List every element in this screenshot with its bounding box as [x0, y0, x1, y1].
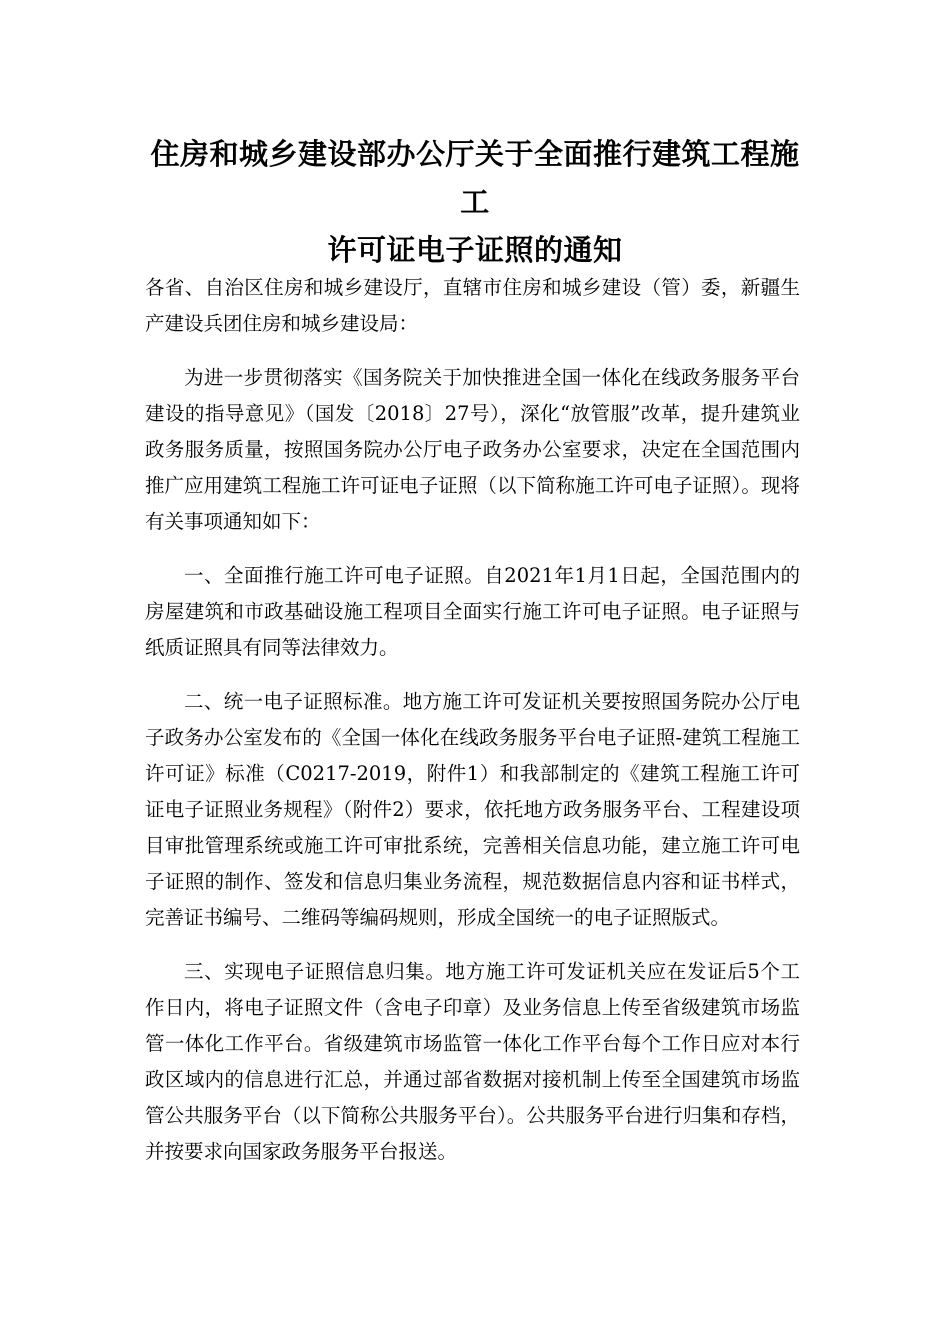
document-body: [145, 270, 800, 1188]
paragraph-section-2: 二、统一电子证照标准。地方施工许可发证机关要按照国务院办公厅电子政务办公室发布的《全国一体化在线政务服务平台电子证照-建筑工程施工许可证》标准（C0217-2019，附件1）和我部制定的《建筑工程施工许可证电子证照业务规程》（附件2）要求，依托地方政务服务平台、工程建设项目审批管理系统或施工许可审批系统，完善相关信息功能，建立施工许可电子证照的制作、签发和信息归集业务流程，规范数据信息内容和证书样式，完善证书编号、二维码等编码规则，形成全国统一的电子证照版式。: [145, 690, 800, 929]
title-line-1: 住房和城乡建设部办公厅关于全面推行建筑工程施工: [150, 137, 800, 219]
salutation: 各省、自治区住房和城乡建设厅，直辖市住房和城乡建设（管）委，新疆生产建设兵团住房和城乡建设局：: [145, 276, 800, 335]
paragraph-section-3: 三、实现电子证照信息归集。地方施工许可发证机关应在发证后5个工作日内，将电子证照文件（含电子印章）及业务信息上传至省级建筑市场监管一体化工作平台。省级建筑市场监管一体化工作平台每个工作日应对本行政区域内的信息进行汇总，并通过部省数据对接机制上传至全国建筑市场监管公共服务平台（以下简称公共服务平台）。公共服务平台进行归集和存档，并按要求向国家政务服务平台报送。: [145, 960, 800, 1163]
paragraph-intro: 为进一步贯彻落实《国务院关于加快推进全国一体化在线政务服务平台建设的指导意见》（国发〔2018〕27号），深化“放管服”改革，提升建筑业政务服务质量，按照国务院办公厅电子政务办公室要求，决定在全国范围内推广应用建筑工程施工许可证电子证照（以下简称施工许可电子证照）。现将有关事项通知如下：: [145, 366, 800, 533]
title-line-2: 许可证电子证照的通知: [327, 233, 623, 267]
page-title: [140, 130, 810, 274]
paragraph-section-1: 一、全面推行施工许可电子证照。自2021年1月1日起，全国范围内的房屋建筑和市政基础设施工程项目全面实行施工许可电子证照。电子证照与纸质证照具有同等法律效力。: [145, 564, 800, 659]
